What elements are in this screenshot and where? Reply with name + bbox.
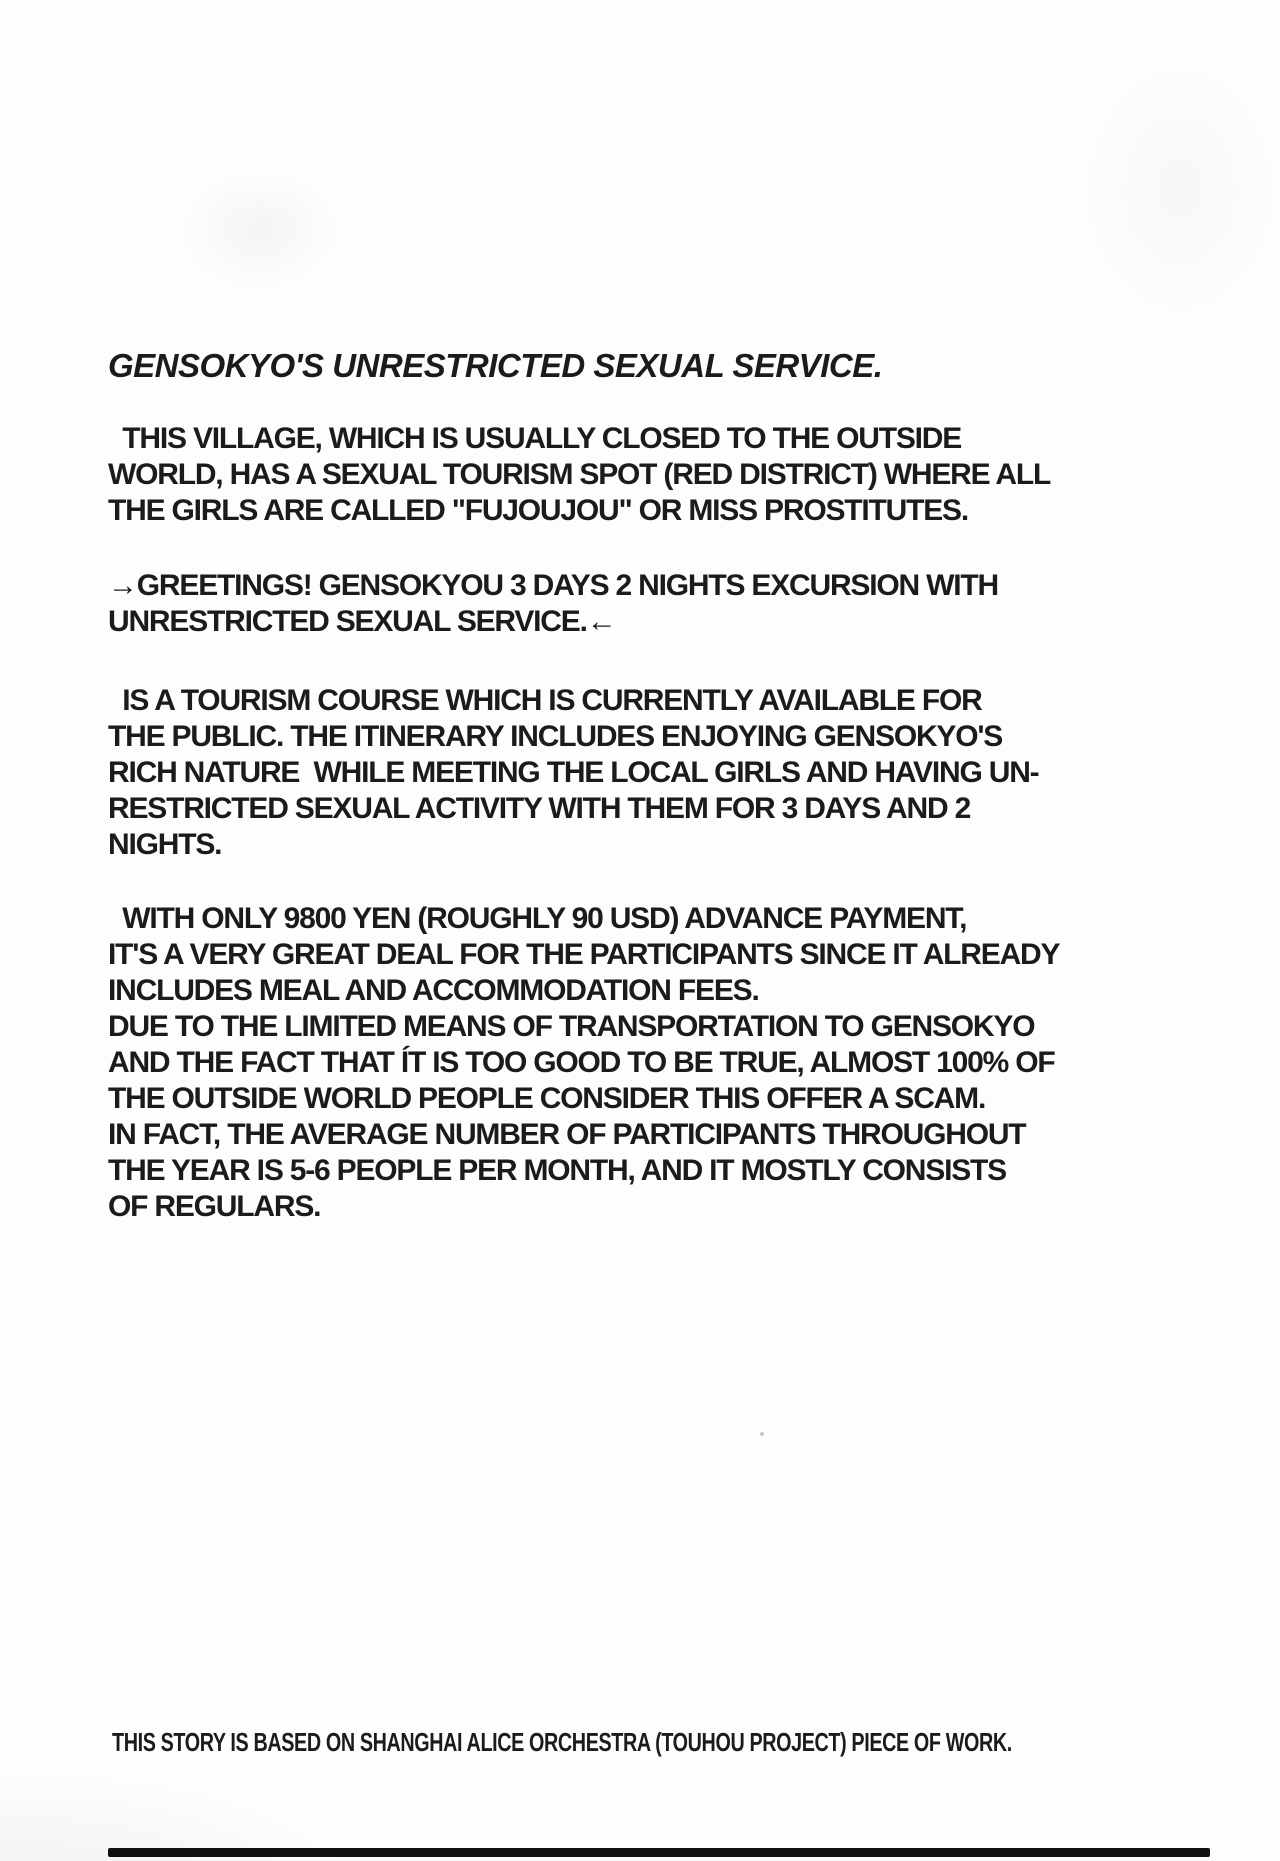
text-line: THE PUBLIC. THE ITINERARY INCLUDES ENJOYING GENSOKYO'S — [108, 720, 1003, 753]
text-line: WORLD, HAS A SEXUAL TOURISM SPOT (RED DISTRICT) WHERE ALL — [108, 458, 1051, 491]
paragraph-course — [108, 683, 1208, 863]
text-line: UNRESTRICTED SEXUAL SERVICE.← — [108, 605, 616, 638]
scan-smudge — [1080, 60, 1280, 320]
text-line: DUE TO THE LIMITED MEANS OF TRANSPORTATION TO GENSOKYO — [108, 1010, 1035, 1043]
text-line: RICH NATURE WHILE MEETING THE LOCAL GIRLS AND HAVING UN- — [108, 756, 1039, 789]
paragraph-price — [108, 901, 1208, 1225]
paragraph-greeting — [108, 568, 1208, 640]
text-line: THE GIRLS ARE CALLED "FUJOUJOU" OR MISS PROSTITUTES. — [108, 494, 968, 527]
text-line: →GREETINGS! GENSOKYOU 3 DAYS 2 NIGHTS EXCURSION WITH — [108, 569, 998, 602]
text-line: INCLUDES MEAL AND ACCOMMODATION FEES. — [108, 974, 759, 1007]
text-line: IN FACT, THE AVERAGE NUMBER OF PARTICIPANTS THROUGHOUT — [108, 1118, 1026, 1151]
text-line: IS A TOURISM COURSE WHICH IS CURRENTLY AVAILABLE FOR — [108, 684, 982, 717]
paragraph-intro — [108, 421, 1208, 529]
bottom-black-bar — [108, 1848, 1210, 1857]
text-line: AND THE FACT THAT ÍT IS TOO GOOD TO BE TRUE, ALMOST 100% OF — [108, 1046, 1055, 1079]
text-line: THE YEAR IS 5-6 PEOPLE PER MONTH, AND IT MOSTLY CONSISTS — [108, 1154, 1006, 1187]
text-line: OF REGULARS. — [108, 1190, 321, 1223]
page-title: GENSOKYO'S UNRESTRICTED SEXUAL SERVICE. — [108, 347, 883, 384]
scan-speck — [760, 1432, 764, 1436]
text-line: THIS VILLAGE, WHICH IS USUALLY CLOSED TO THE OUTSIDE — [108, 422, 962, 455]
text-line: THE OUTSIDE WORLD PEOPLE CONSIDER THIS OFFER A SCAM. — [108, 1082, 986, 1115]
scan-smudge — [180, 170, 340, 290]
text-block — [108, 346, 1208, 1225]
text-line: WITH ONLY 9800 YEN (ROUGHLY 90 USD) ADVANCE PAYMENT, — [108, 902, 967, 935]
credit-note: THIS STORY IS BASED ON SHANGHAI ALICE ORCHESTRA (TOUHOU PROJECT) PIECE OF WORK. — [112, 1727, 1012, 1757]
text-line: NIGHTS. — [108, 828, 222, 861]
text-line: IT'S A VERY GREAT DEAL FOR THE PARTICIPANTS SINCE IT ALREADY — [108, 938, 1060, 971]
text-line: RESTRICTED SEXUAL ACTIVITY WITH THEM FOR 3 DAYS AND 2 — [108, 792, 971, 825]
